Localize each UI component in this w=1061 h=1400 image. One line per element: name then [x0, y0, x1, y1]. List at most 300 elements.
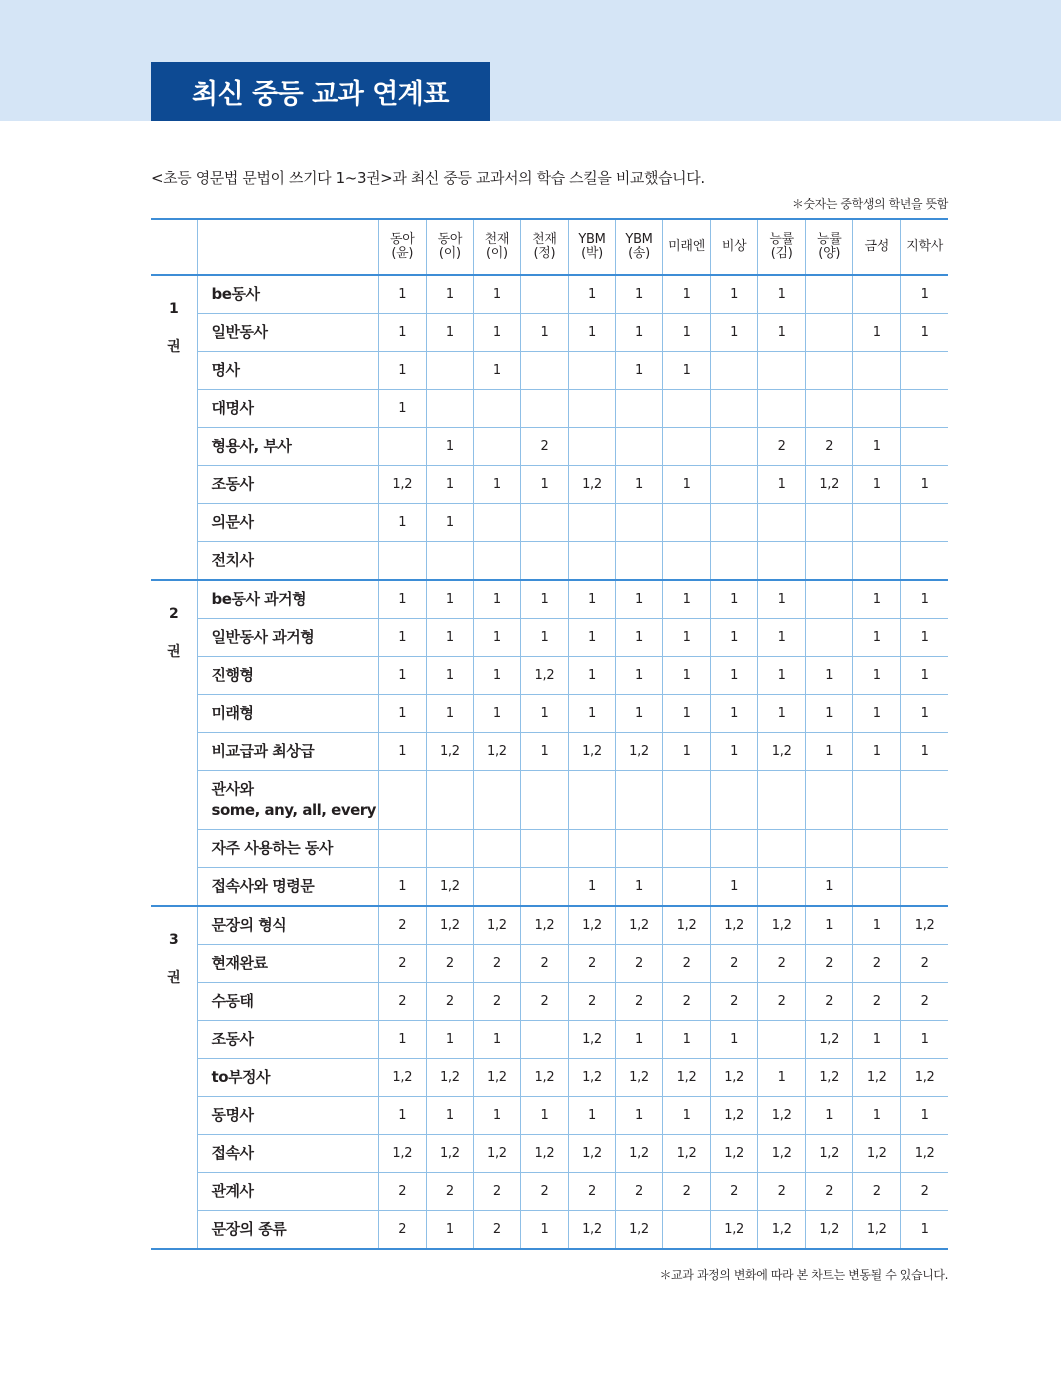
grade-cell: 1	[901, 580, 948, 619]
grade-cell: 2	[853, 1173, 901, 1211]
grade-note: ＊숫자는 중학생의 학년을 뜻함	[791, 197, 948, 211]
grade-cell: 1,2	[473, 1135, 520, 1173]
grade-cell	[426, 352, 473, 390]
grade-cell: 1	[711, 868, 758, 907]
grade-cell: 1	[901, 1211, 948, 1250]
grade-cell	[568, 390, 615, 428]
table-row	[151, 390, 948, 428]
grade-cell	[616, 504, 663, 542]
grade-cell	[806, 390, 853, 428]
grade-cell	[568, 504, 615, 542]
grade-cell	[901, 390, 948, 428]
grade-cell: 2	[473, 1211, 520, 1250]
grade-cell	[711, 830, 758, 868]
header-blank-skill	[197, 219, 378, 275]
skill-name	[197, 695, 378, 733]
grade-cell: 1	[711, 733, 758, 771]
publisher-author: (이)	[438, 246, 461, 261]
grade-cell: 1	[901, 1021, 948, 1059]
grade-cell	[426, 830, 473, 868]
skill-name-line: 형용사, 부사	[211, 437, 292, 455]
grade-cell	[853, 830, 901, 868]
table-row	[151, 428, 948, 466]
grade-cell: 1	[663, 733, 711, 771]
grade-cell: 1	[853, 619, 901, 657]
skill-name	[197, 542, 378, 581]
grade-cell: 1,2	[758, 1211, 806, 1250]
grade-cell: 1,2	[473, 733, 520, 771]
volume-label-text: 권	[167, 970, 181, 986]
grade-cell: 1	[473, 466, 520, 504]
skill-name-line: 문장의 형식	[211, 916, 287, 934]
grade-cell: 1	[568, 657, 615, 695]
publisher-author: (양)	[818, 246, 841, 261]
grade-cell: 1,2	[806, 1021, 853, 1059]
grade-cell: 1,2	[378, 466, 426, 504]
grade-cell: 2	[520, 1173, 568, 1211]
skill-name-line: 문장의 종류	[211, 1220, 287, 1238]
grade-cell: 1	[616, 868, 663, 907]
grade-cell	[806, 619, 853, 657]
grade-cell: 2	[378, 1211, 426, 1250]
chart-change-note: ＊교과 과정의 변화에 따라 본 차트는 변동될 수 있습니다.	[659, 1268, 948, 1282]
grade-cell	[520, 275, 568, 314]
grade-cell: 1	[806, 906, 853, 945]
grade-cell: 2	[378, 1173, 426, 1211]
publisher-name: 천재	[484, 232, 510, 247]
grade-cell: 1	[426, 695, 473, 733]
grade-cell: 1	[758, 695, 806, 733]
grade-cell: 1	[378, 619, 426, 657]
skill-name	[197, 830, 378, 868]
table-row	[151, 983, 948, 1021]
grade-cell: 1	[758, 466, 806, 504]
grade-cell	[758, 504, 806, 542]
grade-cell	[806, 275, 853, 314]
grade-cell: 1,2	[711, 1059, 758, 1097]
table-row	[151, 352, 948, 390]
grade-cell: 1	[758, 314, 806, 352]
skill-name-line: 진행형	[211, 666, 254, 684]
grade-cell: 1	[473, 275, 520, 314]
grade-cell: 1,2	[568, 1059, 615, 1097]
grade-cell: 1	[901, 275, 948, 314]
publisher-name: 지학사	[906, 239, 944, 254]
grade-cell: 1,2	[901, 906, 948, 945]
grade-cell: 1	[853, 580, 901, 619]
table-row	[151, 868, 948, 907]
publisher-name: 미래엔	[668, 239, 705, 254]
publisher-author: (이)	[485, 246, 508, 261]
table-row	[151, 906, 948, 945]
grade-cell: 1	[520, 695, 568, 733]
publisher-name: YBM	[625, 232, 653, 247]
grade-cell: 1,2	[616, 906, 663, 945]
grade-cell: 2	[568, 945, 615, 983]
grade-cell: 1	[568, 619, 615, 657]
grade-cell: 1,2	[616, 1135, 663, 1173]
skill-name	[197, 428, 378, 466]
table-row	[151, 1211, 948, 1250]
grade-cell	[520, 504, 568, 542]
grade-cell: 1	[663, 657, 711, 695]
grade-cell: 1	[711, 657, 758, 695]
grade-cell: 1	[426, 504, 473, 542]
grade-cell	[568, 542, 615, 581]
publisher-header	[758, 219, 806, 275]
grade-cell	[853, 504, 901, 542]
grade-cell: 1,2	[568, 1135, 615, 1173]
skill-name-line: 의문사	[211, 513, 254, 531]
grade-cell	[473, 868, 520, 907]
grade-cell	[426, 390, 473, 428]
skill-name-line: be동사	[211, 285, 260, 303]
grade-cell: 1,2	[568, 906, 615, 945]
grade-cell: 1,2	[711, 906, 758, 945]
grade-cell: 1	[378, 580, 426, 619]
grade-cell: 1	[853, 428, 901, 466]
grade-cell: 2	[520, 945, 568, 983]
table-row	[151, 1059, 948, 1097]
grade-cell: 2	[853, 983, 901, 1021]
grade-cell: 1	[853, 695, 901, 733]
grade-cell	[853, 868, 901, 907]
grade-cell: 1	[378, 695, 426, 733]
intro-text: <초등 영문법 문법이 쓰기다 1~3권>과 최신 중등 교과서의 학습 스킬을 비교했습니다.	[151, 169, 705, 187]
skill-name-line: 조동사	[211, 1030, 254, 1048]
grade-cell	[378, 771, 426, 830]
grade-cell: 1	[520, 580, 568, 619]
grade-cell	[901, 771, 948, 830]
grade-cell: 1	[426, 619, 473, 657]
grade-cell: 1,2	[663, 1059, 711, 1097]
table-row	[151, 1021, 948, 1059]
grade-cell: 1	[568, 868, 615, 907]
grade-cell: 1	[711, 695, 758, 733]
skill-name-line: 접속사와 명령문	[211, 877, 315, 895]
publisher-header	[663, 219, 711, 275]
page-title: 최신 중등 교과 연계표	[151, 62, 490, 121]
table-row	[151, 619, 948, 657]
table-row	[151, 580, 948, 619]
publisher-header	[616, 219, 663, 275]
grade-cell: 1	[426, 314, 473, 352]
skill-name-line: 일반동사 과거형	[211, 628, 315, 646]
grade-cell: 1	[711, 1021, 758, 1059]
grade-cell: 1	[378, 657, 426, 695]
grade-cell: 2	[806, 1173, 853, 1211]
grade-cell: 2	[901, 945, 948, 983]
grade-cell: 1,2	[473, 906, 520, 945]
grade-cell	[378, 428, 426, 466]
skill-name	[197, 1135, 378, 1173]
grade-cell	[473, 390, 520, 428]
grade-cell: 1,2	[901, 1135, 948, 1173]
grade-cell: 1	[378, 868, 426, 907]
grade-cell	[806, 542, 853, 581]
grade-cell	[806, 830, 853, 868]
grade-cell: 1,2	[426, 868, 473, 907]
grade-cell	[806, 314, 853, 352]
publisher-header	[806, 219, 853, 275]
grade-cell	[473, 542, 520, 581]
skill-name-line: 관사와	[211, 780, 254, 798]
grade-cell: 1,2	[378, 1135, 426, 1173]
skill-name-line: 동명사	[211, 1106, 254, 1124]
publisher-name: 동아	[437, 232, 463, 247]
grade-cell	[758, 352, 806, 390]
grade-cell: 1	[853, 733, 901, 771]
grade-cell: 2	[711, 1173, 758, 1211]
skill-name-line: to부정사	[211, 1068, 270, 1086]
grade-cell	[853, 771, 901, 830]
grade-cell	[663, 1211, 711, 1250]
grade-cell: 1	[901, 733, 948, 771]
grade-cell: 1	[426, 1097, 473, 1135]
grade-cell: 1	[758, 275, 806, 314]
publisher-author: (윤)	[391, 246, 414, 261]
grade-cell: 1,2	[568, 733, 615, 771]
table-row	[151, 314, 948, 352]
grade-cell	[520, 771, 568, 830]
grade-cell	[806, 504, 853, 542]
grade-cell	[616, 390, 663, 428]
grade-cell	[711, 504, 758, 542]
skill-name-line: 전치사	[211, 551, 254, 569]
grade-cell	[568, 830, 615, 868]
grade-cell	[901, 428, 948, 466]
publisher-name: YBM	[578, 232, 606, 247]
skill-name	[197, 906, 378, 945]
grade-cell: 1	[806, 695, 853, 733]
volume-label-text: 권	[167, 644, 181, 660]
grade-cell	[568, 352, 615, 390]
grade-cell	[806, 352, 853, 390]
grade-cell: 1	[711, 580, 758, 619]
grade-cell: 1,2	[520, 1059, 568, 1097]
header-blank-volume	[151, 219, 197, 275]
grade-cell: 1,2	[853, 1059, 901, 1097]
grade-cell: 2	[853, 945, 901, 983]
grade-cell: 1	[663, 580, 711, 619]
volume-label-text: 권	[167, 339, 181, 355]
grade-cell	[568, 428, 615, 466]
grade-cell: 1	[473, 657, 520, 695]
grade-cell: 1	[663, 352, 711, 390]
grade-cell: 2	[568, 1173, 615, 1211]
grade-cell	[473, 428, 520, 466]
grade-cell: 1	[568, 275, 615, 314]
grade-cell	[853, 352, 901, 390]
grade-cell: 1,2	[663, 1135, 711, 1173]
grade-cell: 1,2	[616, 1211, 663, 1250]
grade-cell	[473, 504, 520, 542]
grade-cell: 2	[758, 945, 806, 983]
grade-cell: 1	[426, 466, 473, 504]
grade-cell	[663, 504, 711, 542]
skill-name	[197, 657, 378, 695]
grade-cell	[663, 868, 711, 907]
grade-cell	[758, 390, 806, 428]
volume-label-text: 2	[169, 606, 179, 622]
skill-name	[197, 983, 378, 1021]
grade-cell: 1	[520, 314, 568, 352]
grade-cell: 1	[378, 352, 426, 390]
grade-cell: 2	[711, 983, 758, 1021]
grade-cell: 2	[473, 1173, 520, 1211]
publisher-author: (정)	[533, 246, 556, 261]
skill-name-line: 관계사	[211, 1182, 254, 1200]
grade-cell: 1	[520, 466, 568, 504]
skill-name-line: 접속사	[211, 1144, 254, 1162]
grade-cell: 2	[663, 983, 711, 1021]
grade-cell: 1	[806, 868, 853, 907]
grade-cell: 1	[616, 657, 663, 695]
grade-cell: 2	[663, 1173, 711, 1211]
skill-name-line: be동사 과거형	[211, 590, 307, 608]
grade-cell: 1	[663, 695, 711, 733]
grade-cell	[806, 580, 853, 619]
table-row	[151, 466, 948, 504]
skill-name-line: 대명사	[211, 399, 254, 417]
grade-cell	[520, 1021, 568, 1059]
grade-cell: 1,2	[806, 466, 853, 504]
table-row	[151, 542, 948, 581]
grade-cell: 2	[378, 945, 426, 983]
grade-cell	[663, 771, 711, 830]
grade-cell: 1	[473, 1021, 520, 1059]
grade-cell: 1,2	[663, 906, 711, 945]
grade-cell: 1	[616, 466, 663, 504]
grade-cell	[901, 504, 948, 542]
curriculum-table	[151, 218, 948, 1250]
grade-cell	[520, 390, 568, 428]
skill-name-line: 미래형	[211, 704, 254, 722]
grade-cell: 1	[520, 1097, 568, 1135]
volume-label	[151, 580, 197, 906]
grade-cell	[758, 868, 806, 907]
grade-cell: 1,2	[426, 1059, 473, 1097]
grade-cell: 1	[853, 1097, 901, 1135]
grade-cell: 2	[806, 428, 853, 466]
table-row	[151, 1097, 948, 1135]
grade-cell: 1,2	[758, 1135, 806, 1173]
publisher-name: 동아	[390, 232, 415, 247]
grade-cell	[520, 542, 568, 581]
skill-name	[197, 733, 378, 771]
grade-cell: 1	[473, 619, 520, 657]
grade-cell: 1	[616, 695, 663, 733]
grade-cell	[663, 542, 711, 581]
skill-name	[197, 275, 378, 314]
grade-cell: 1,2	[426, 1135, 473, 1173]
volume-label-text: 3	[169, 932, 179, 948]
publisher-name: 능률	[769, 232, 794, 247]
grade-cell: 1	[568, 314, 615, 352]
grade-cell: 2	[520, 428, 568, 466]
grade-cell	[758, 771, 806, 830]
grade-cell: 2	[663, 945, 711, 983]
volume-label	[151, 275, 197, 580]
skill-name	[197, 771, 378, 830]
grade-cell: 2	[378, 983, 426, 1021]
grade-cell: 1,2	[711, 1097, 758, 1135]
grade-cell: 1	[758, 657, 806, 695]
grade-cell: 1	[663, 1097, 711, 1135]
grade-cell: 2	[758, 1173, 806, 1211]
grade-cell: 1	[663, 275, 711, 314]
volume-label	[151, 906, 197, 1249]
publisher-name: 천재	[532, 232, 557, 247]
publisher-header	[520, 219, 568, 275]
grade-cell	[473, 771, 520, 830]
grade-cell: 1	[473, 314, 520, 352]
grade-cell: 1,2	[520, 906, 568, 945]
grade-cell: 1,2	[758, 1097, 806, 1135]
grade-cell: 1	[901, 657, 948, 695]
grade-cell: 2	[378, 906, 426, 945]
grade-cell: 1	[663, 619, 711, 657]
grade-cell	[758, 830, 806, 868]
grade-cell	[901, 542, 948, 581]
grade-cell: 2	[520, 983, 568, 1021]
skill-name	[197, 1173, 378, 1211]
grade-cell: 1,2	[426, 733, 473, 771]
skill-name-line: 조동사	[211, 475, 254, 493]
skill-name	[197, 619, 378, 657]
publisher-header	[426, 219, 473, 275]
grade-cell: 1	[426, 1211, 473, 1250]
grade-cell: 1,2	[568, 1211, 615, 1250]
publisher-header	[473, 219, 520, 275]
grade-cell: 2	[426, 945, 473, 983]
grade-cell: 1	[520, 733, 568, 771]
grade-cell: 1,2	[711, 1135, 758, 1173]
grade-cell: 1,2	[806, 1059, 853, 1097]
table-row	[151, 1173, 948, 1211]
grade-cell: 1	[426, 1021, 473, 1059]
grade-cell: 1,2	[853, 1135, 901, 1173]
skill-name	[197, 945, 378, 983]
grade-cell	[616, 771, 663, 830]
grade-cell: 1,2	[616, 1059, 663, 1097]
skill-name	[197, 314, 378, 352]
grade-cell	[426, 771, 473, 830]
grade-cell	[711, 542, 758, 581]
grade-cell: 1	[711, 619, 758, 657]
grade-cell	[711, 771, 758, 830]
grade-cell: 2	[426, 983, 473, 1021]
publisher-name: 금성	[864, 239, 890, 254]
grade-cell: 1	[663, 466, 711, 504]
skill-name-line: 수동태	[211, 992, 254, 1010]
grade-cell: 1	[663, 1021, 711, 1059]
publisher-author: (김)	[770, 246, 793, 261]
grade-cell	[853, 390, 901, 428]
grade-cell	[520, 830, 568, 868]
grade-cell: 1,2	[378, 1059, 426, 1097]
grade-cell: 1,2	[711, 1211, 758, 1250]
grade-cell: 1	[616, 352, 663, 390]
grade-cell	[806, 771, 853, 830]
grade-cell: 1	[901, 619, 948, 657]
skill-name-line: 일반동사	[211, 323, 268, 341]
grade-cell: 1	[568, 695, 615, 733]
grade-cell: 2	[806, 983, 853, 1021]
grade-cell: 1	[378, 275, 426, 314]
grade-cell	[711, 428, 758, 466]
grade-cell: 1	[520, 619, 568, 657]
